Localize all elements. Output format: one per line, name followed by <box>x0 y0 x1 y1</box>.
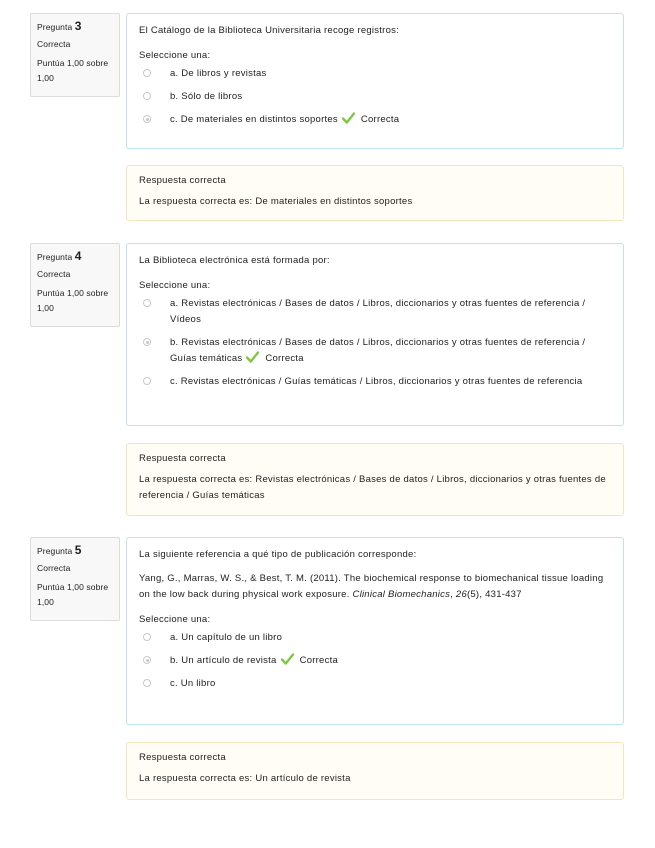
feedback-answer: La respuesta correcta es: Revistas electrónicas / Bases de datos / Libros, diccionarios y otras fuentes de referencia / Guías temáticas <box>139 474 606 501</box>
answer-label: c. Revistas electrónicas / Guías temáticas / Libros, diccionarios y otras fuentes de referencia <box>170 376 583 387</box>
answer-prompt: Seleccione una: <box>139 50 211 61</box>
radio-button[interactable] <box>143 679 151 687</box>
answer-option-a[interactable] <box>139 66 611 82</box>
feedback-answer: La respuesta correcta es: De materiales en distintos soportes <box>139 196 413 207</box>
radio-button-selected[interactable] <box>143 115 151 123</box>
feedback-3 <box>126 165 624 221</box>
radio-button[interactable] <box>143 299 151 307</box>
question-state: Correcta <box>37 269 71 279</box>
question-grade: Puntúa 1,00 sobre 1,00 <box>37 288 109 313</box>
answer-label: b. Un artículo de revista <box>170 655 277 666</box>
correct-label: Correcta <box>360 114 400 125</box>
answer-option-b[interactable] <box>139 335 611 367</box>
radio-button-selected[interactable] <box>143 338 151 346</box>
answer-option-b[interactable] <box>139 653 611 669</box>
question-state: Correcta <box>37 39 71 49</box>
question-text: El Catálogo de la Biblioteca Universitaria recoge registros: <box>139 25 400 36</box>
journal-volume: 26 <box>455 589 467 600</box>
question-number: Pregunta 5 <box>37 543 82 557</box>
question-number: Pregunta 3 <box>37 19 82 33</box>
question-content-3 <box>126 13 624 149</box>
radio-button[interactable] <box>143 69 151 77</box>
checkmark-icon <box>342 112 355 124</box>
answer-label: b. Sólo de libros <box>170 91 243 102</box>
question-state: Correcta <box>37 563 71 573</box>
answer-label: a. Revistas electrónicas / Bases de datos / Libros, diccionarios y otras fuentes de referencia / Vídeos <box>170 298 586 325</box>
feedback-title: Respuesta correcta <box>139 175 226 186</box>
correct-label: Correcta <box>299 655 339 666</box>
checkmark-icon <box>281 653 294 665</box>
question-number: Pregunta 4 <box>37 249 82 263</box>
answer-prompt: Seleccione una: <box>139 614 211 625</box>
answer-option-a[interactable] <box>139 296 611 328</box>
correct-label: Correcta <box>265 353 304 364</box>
radio-button[interactable] <box>143 92 151 100</box>
answer-options <box>139 630 611 692</box>
feedback-5 <box>126 742 624 800</box>
feedback-answer: La respuesta correcta es: Un artículo de revista <box>139 773 351 784</box>
answer-option-a[interactable] <box>139 630 611 646</box>
radio-button[interactable] <box>143 633 151 641</box>
question-info-3 <box>30 13 120 97</box>
feedback-title: Respuesta correcta <box>139 453 226 464</box>
checkmark-icon <box>246 351 259 363</box>
answer-label: b. Revistas electrónicas / Bases de datos / Libros, diccionarios y otras fuentes de referencia / Guías temáticas <box>170 337 586 364</box>
answer-label: c. Un libro <box>170 678 216 689</box>
answer-option-c[interactable] <box>139 374 611 390</box>
journal-name: Clinical Biomechanics <box>352 589 451 600</box>
radio-button[interactable] <box>143 377 151 385</box>
answer-prompt: Seleccione una: <box>139 280 211 291</box>
reference-citation: Yang, G., Marras, W. S., & Best, T. M. (2011). The biochemical response to biomechanical tissue loading on the low back during physical work exposure. Clinical Biomechanics, 26(5), 431-437 <box>139 573 604 600</box>
answer-options <box>139 296 611 390</box>
question-info-4 <box>30 243 120 327</box>
question-text: La Biblioteca electrónica está formada por: <box>139 255 330 266</box>
answer-option-c[interactable] <box>139 112 611 128</box>
answer-label: a. De libros y revistas <box>170 68 267 79</box>
question-content-5 <box>126 537 624 725</box>
question-grade: Puntúa 1,00 sobre 1,00 <box>37 58 109 83</box>
feedback-4 <box>126 443 624 516</box>
answer-option-c[interactable] <box>139 676 611 692</box>
answer-label: c. De materiales en distintos soportes <box>170 114 338 125</box>
question-grade: Puntúa 1,00 sobre 1,00 <box>37 582 109 607</box>
question-content-4 <box>126 243 624 426</box>
answer-option-b[interactable] <box>139 89 611 105</box>
feedback-title: Respuesta correcta <box>139 752 226 763</box>
question-text: La siguiente referencia a qué tipo de publicación corresponde: <box>139 549 417 560</box>
answer-label: a. Un capítulo de un libro <box>170 632 283 643</box>
question-info-5 <box>30 537 120 621</box>
answer-options <box>139 66 611 128</box>
radio-button-selected[interactable] <box>143 656 151 664</box>
